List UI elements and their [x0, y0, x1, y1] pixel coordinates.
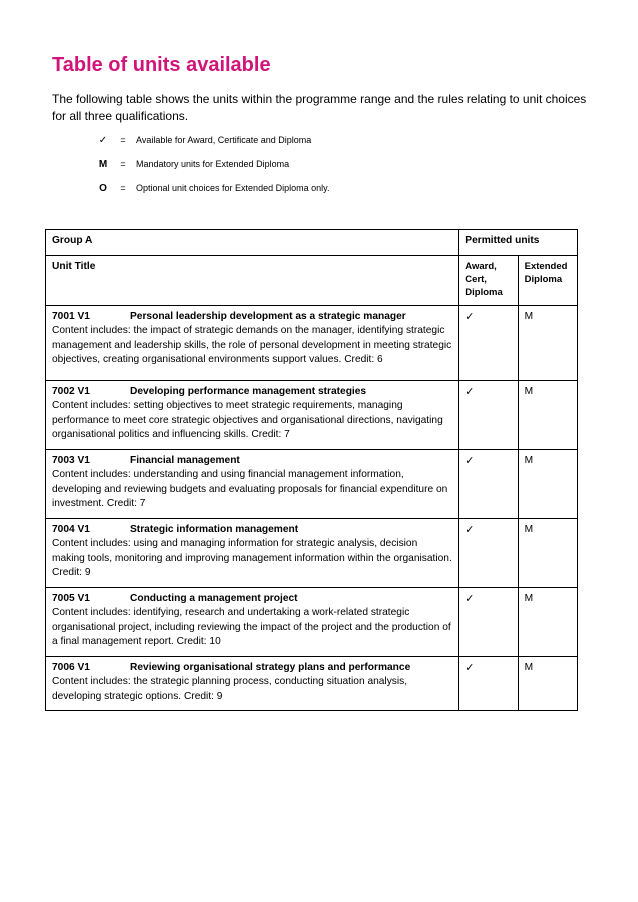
table-header-row: [46, 230, 578, 256]
legend-symbol-m: M: [98, 158, 108, 170]
table-subheader-row: [46, 255, 578, 305]
checkmark-icon: ✓: [459, 449, 518, 518]
unit-cell: [46, 587, 459, 656]
unit-content: Content includes: the strategic planning process, conducting situation analysis, developing strategic options. Credit: 9: [52, 676, 408, 702]
extended-mark: M: [518, 587, 577, 656]
unit-code: 7001 V1: [52, 310, 90, 322]
permitted-units-label: Permitted units: [459, 230, 578, 256]
unit-content: Content includes: understanding and using financial management information, developing and reviewing budgets and evaluating proposals for financial expenditure on investment. Credit: 7: [52, 469, 448, 509]
units-table: [45, 229, 578, 711]
intro-paragraph: The following table shows the units within the programme range and the rules relating to unit choices for all three qualifications.: [52, 92, 587, 123]
unit-content: Content includes: identifying, research and undertaking a work-related strategic organisational project, including reviewing the impact of the project and the production of a final management report. Credit: 10: [52, 607, 451, 647]
checkmark-icon: ✓: [459, 380, 518, 449]
extended-mark: M: [518, 380, 577, 449]
checkmark-icon: ✓: [459, 518, 518, 587]
legend-item-mandatory: [96, 152, 329, 176]
table-row: [46, 587, 578, 656]
legend-equals: =: [120, 159, 126, 169]
extended-column-header: Extended Diploma: [518, 255, 577, 305]
table-row: [46, 656, 578, 711]
checkmark-icon: ✓: [459, 656, 518, 711]
extended-mark: M: [518, 305, 577, 380]
checkmark-icon: ✓: [459, 305, 518, 380]
unit-content: Content includes: using and managing information for strategic analysis, decision making tools, monitoring and improving management information within the organisation. Credit: 9: [52, 538, 452, 578]
legend-item-optional: [96, 176, 329, 200]
unit-title-label: Unit Title: [46, 255, 459, 305]
page-title: Table of units available: [52, 54, 271, 76]
unit-cell: [46, 518, 459, 587]
legend-symbol-o: O: [99, 182, 107, 194]
extended-mark: M: [518, 656, 577, 711]
table-row: [46, 449, 578, 518]
checkmark-icon: ✓: [459, 587, 518, 656]
legend-item-check: [96, 128, 329, 152]
unit-name: Conducting a management project: [130, 592, 298, 604]
unit-cell: [46, 656, 459, 711]
legend: [96, 128, 329, 200]
unit-cell: [46, 380, 459, 449]
unit-cell: [46, 449, 459, 518]
unit-code: 7006 V1: [52, 661, 90, 673]
table-row: [46, 305, 578, 380]
legend-text: Mandatory units for Extended Diploma: [136, 159, 290, 169]
unit-name: Developing performance management strategies: [130, 385, 367, 397]
unit-name: Financial management: [130, 454, 240, 466]
unit-name: Reviewing organisational strategy plans and performance: [130, 661, 411, 673]
table-row: [46, 380, 578, 449]
legend-text: Optional unit choices for Extended Diploma only.: [136, 183, 330, 193]
legend-equals: =: [120, 183, 126, 193]
unit-code: 7003 V1: [52, 454, 90, 466]
group-label: Group A: [46, 230, 459, 256]
unit-name: Personal leadership development as a strategic manager: [130, 310, 406, 322]
legend-text: Available for Award, Certificate and Diploma: [136, 135, 312, 145]
extended-mark: M: [518, 449, 577, 518]
table-row: [46, 518, 578, 587]
checkmark-icon: ✓: [98, 134, 108, 146]
unit-code: 7004 V1: [52, 523, 90, 535]
unit-code: 7005 V1: [52, 592, 90, 604]
extended-mark: M: [518, 518, 577, 587]
unit-cell: [46, 305, 459, 380]
unit-name: Strategic information management: [130, 523, 299, 535]
unit-content: Content includes: the impact of strategic demands on the manager, identifying strategic management and leadership skills, the role of personal development in meeting strategic objectives, creating organisational environments support values. Credit: 6: [52, 325, 452, 365]
unit-code: 7002 V1: [52, 385, 90, 397]
unit-content: Content includes: setting objectives to meet strategic requirements, managing performance to meet core strategic objectives and organisational directions, navigating organisational politics and influencing skills. Credit: 7: [52, 400, 443, 440]
legend-equals: =: [120, 135, 126, 145]
award-column-header: Award, Cert, Diploma: [459, 255, 518, 305]
